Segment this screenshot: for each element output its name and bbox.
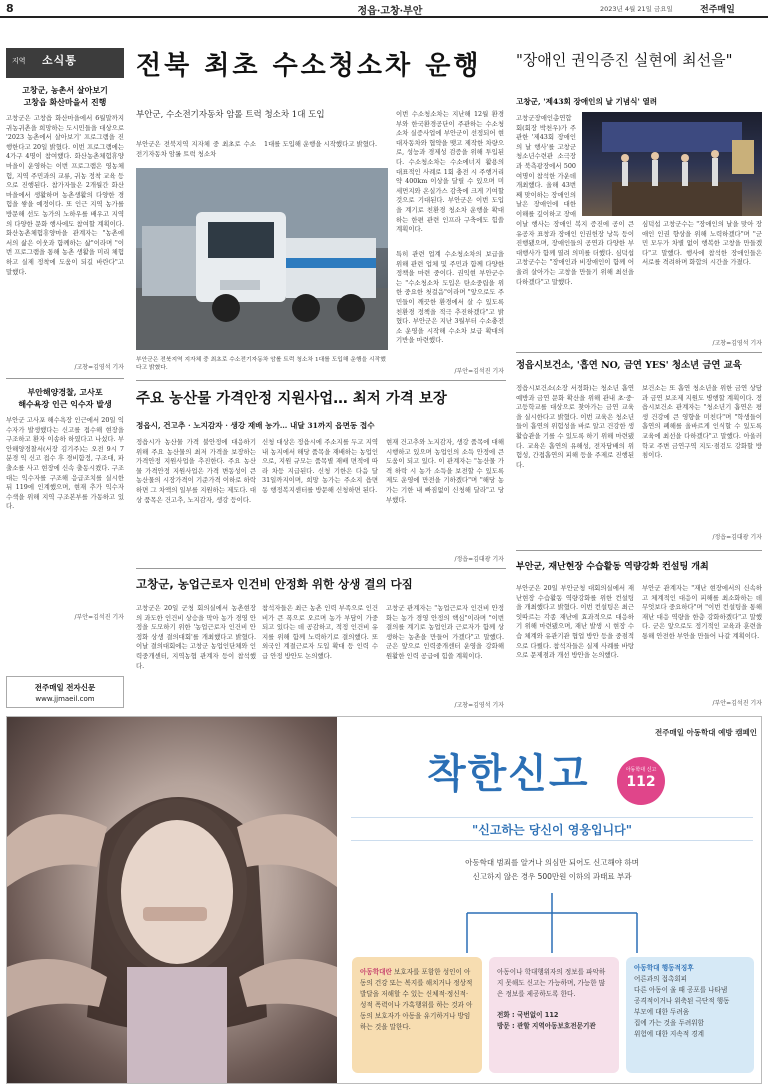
- ad-slogan: "신고하는 당신이 영웅입니다": [351, 817, 753, 841]
- web-box[interactable]: [6, 676, 124, 708]
- right-bottom-body-col-1: 부안군은 20일 부안군청 대회의실에서 재난현장 수습활동 역량강화를 위한 컨설팅을 개최했다고 밝혔다. 이번 컨설팅은 최근 잇따르는 각종 재난에 효과적으로 대응하기 위해 마련됐으며, 재난 발생 시 현장 수습 체계와 유관기관 협업 방안 등을 중점적으로 다뤘다. 참석자들은 실제 사례를 바탕으로 문제점과 개선 방안을 논의했다.: [516, 584, 634, 660]
- ad-badge-label: 아동학대 신고: [625, 767, 657, 773]
- middle-subhead: 정읍시, 건고추 · 노지감자 · 생강 재배 농가… 내달 31까지 읍면동 접수: [136, 421, 375, 430]
- card2-phone: 전화 : 국번없이 112: [497, 1011, 559, 1019]
- divider: [516, 550, 762, 551]
- brief-2-headline-2: 해수욕장 인근 익수자 발생: [18, 399, 112, 409]
- ad-card-signs: [626, 957, 754, 1073]
- paper-name: 전주매일: [700, 5, 735, 15]
- right-top-byline: /고창=김영석 기자: [712, 340, 762, 347]
- middle-byline: /정읍=김대광 기자: [454, 556, 504, 563]
- page-number: 8: [6, 2, 14, 15]
- right-top-body-col-2: 이날 행사는 장애인 복지 증진에 공이 큰 유공자 표창과 장애인 인권헌장 낭독 등이 진행됐으며, 장애인들의 공연과 다양한 부대행사가 함께 열려 의미를 더했다. 심덕섭 고창군수는 "장애인과 비장애인이 함께 어울려 살아가는 고창을 만들기 위해 최선을 다하겠다"고 말했다.: [516, 220, 634, 286]
- brief-news-2: [6, 386, 124, 668]
- section-title: 정읍·고창·부안: [357, 6, 423, 17]
- right-bottom-body-col-2: 부안군 관계자는 "재난 현장에서의 신속하고 체계적인 대응이 피해를 최소화하는 데 무엇보다 중요하다"며 "이번 컨설팅을 통해 재난 대응 역량을 한층 강화하겠다"고 말했다. 군은 앞으로도 정기적인 교육과 훈련을 통해 안전한 부안을 만들어 나갈 계획이다.: [642, 584, 762, 640]
- card3-title: 아동학대 행동적징후: [634, 964, 694, 972]
- ad-badge-number: 112: [626, 774, 656, 790]
- lead-byline: /부안=김석진 기자: [454, 368, 504, 375]
- ad-card-report: [489, 957, 619, 1073]
- card3-item: 어른과의 접촉회피: [634, 975, 688, 983]
- connector-illustration: [447, 893, 657, 953]
- brief-title: 소식통: [42, 54, 77, 67]
- girl-illustration: [7, 717, 337, 1083]
- lead-headline: 전북 최초 수소청소차 운행: [136, 51, 482, 81]
- ad-card-definition: [352, 957, 482, 1073]
- ad-desc-1: 아동학대 범죄를 알거나 의심만 되어도 신고해야 하며: [465, 858, 639, 867]
- card3-item: 집에 가는 것을 두려워함: [634, 1019, 704, 1027]
- lower-body-col-2: 참석자들은 최근 농촌 인력 부족으로 인건비가 큰 폭으로 오르며 농가 부담이 가중되고 있다는 데 공감하고, 적정 인건비 유지를 위해 함께 노력하기로 결의했다. 또 외국인 계절근로자 도입 확대 등 인력 수급 안정 방안도 논의했다.: [262, 604, 378, 660]
- middle-body-col-3: 현재 건고추와 노지감자, 생강 품목에 대해 시행하고 있으며 농업인의 소득 안정에 큰 도움이 되고 있다. 이 관계자는 "농산물 가격 하락 시 농가 소득을 보전할 수 있도록 제도 운영에 만전을 기하겠다"며 "해당 농가는 기한 내 빠짐없이 신청해 달라"고 당부했다.: [386, 438, 504, 504]
- lead-lede-2: 1대를 도입해 운행을 시작했다고 밝혔다.: [264, 140, 377, 148]
- right-bottom-byline: /부안=김석진 기자: [712, 700, 762, 707]
- brief-tag: 지역: [12, 57, 26, 65]
- brief-1-headline-2: 고창읍 화산마을서 진행: [23, 97, 107, 107]
- brief-2-body: 부안군 고사포 해수욕장 인근에서 20일 익수자가 발생했다는 신고를 접수해 현장을 구조하고 환자 이송하 하였다고 나섰다. 부안해양경찰서(서장 김기주)는 오전 9시 7분경 익 신고 접수 후 경비함정, 구조대, 파출소를 사고 현장에 신속 출동시켰다. 구조대는 익수자를 구조해 응급조치를 실시한 뒤 119에 인계했으며, 현재 추가 익수자 수색을 위해 지역 구조본부를 가동하고 있다.: [6, 416, 124, 511]
- right-mid-byline: /정읍=김대광 기자: [712, 534, 762, 541]
- web-box-title: 전주매일 전자신문: [34, 683, 96, 692]
- lower-body-col-1: 고창군은 20일 군청 회의실에서 농촌현장의 과도한 인건비 상승을 막아 농가 경영 안정을 도모하기 위한 '농업근로자 인건비 안정화 상생 결의대회'를 개최했다고 밝혔다. 이날 결의대회에는 고창군 농업인단체와 인력중개센터, 지역농협 관계자 등이 참석했다.: [136, 604, 256, 670]
- middle-body-col-1: 정읍시가 농산물 가격 불안정에 대응하기 위해 주요 농산물의 최저 가격을 보장하는 가격안정 지원사업을 추진한다. 주요 농산물 가격안정 지원사업은 가격 변동성이 큰 농산물의 시장가격이 기준가격 이하로 하락하면 그 차액의 일부를 지원하는 제도다. 대상 품목은 건고추, 노지감자, 생강 등이다.: [136, 438, 256, 504]
- web-box-url[interactable]: www.jjmaeil.com: [35, 695, 95, 703]
- issue-date: 2023년 4월 21일 금요일: [600, 5, 673, 13]
- ad-112-badge: [617, 757, 665, 805]
- right-top-subhead: 고창군, '제43회 장애인의 날 기념식' 열려: [516, 97, 658, 106]
- brief-1-byline: /고창=김영석 기자: [74, 364, 124, 371]
- card3-item: 부모에 대한 두려움: [634, 1008, 690, 1016]
- card1-body: 보호자를 포함한 성인이 아동의 건강 또는 복지를 해치거나 정상적 발달을 저해할 수 있는 신체적·정신적·성적 폭력이나 가혹행위를 하는 것과 아동의 보호자가 아동을 유기하거나 방임하는 것을 말한다.: [360, 968, 473, 1031]
- ad-desc-2: 신고하지 않은 경우 500만원 이하의 과태료 부과: [472, 872, 632, 881]
- disability-day-photo: [582, 112, 762, 216]
- right-top-headline: "장애인 권익증진 실현에 최선을": [516, 51, 733, 69]
- ad-girl-image: [7, 717, 337, 1083]
- lead-body-col-1: 이번 수소청소차는 지난해 12월 환경부와 한국환경공단이 주관하는 수소청소차 실증사업에 부안군이 선정되어 현대자동차와 협약을 맺고 제작한 차량으로, 성능과 경제성 검증을 위해 투입된다. 수소청소차는 수소에너지 활용의 대표적인 사례로 1회 충전 시 주행거리 약 400km 이상을 달릴 수 있으며 미세먼지와 온실가스 감축에 크게 기여할 것으로 기대된다. 부안군은 이번 도입을 계기로 친환경 청소차 운행을 확대하는 한편 관련 인프라 구축에도 힘쓸 계획이다.: [396, 110, 504, 234]
- divider: [6, 378, 124, 379]
- divider: [516, 352, 762, 353]
- lead-lede-1: 부안군은 전북지역 지자체 중 최초로 수소전기자동차 암롤 트럭 청소차: [136, 140, 256, 158]
- card1-title: 아동학대란: [360, 968, 392, 976]
- lead-photo-caption: 부안군은 전북지역 지자체 중 최초로 수소전기자동차 암롤 트럭 청소차 1대를 도입해 운행을 시작했다고 밝혔다.: [136, 357, 386, 371]
- lower-headline: 고창군, 농업근로자 인건비 안정화 위한 상생 결의 다짐: [136, 577, 413, 591]
- ceremony-illustration: [582, 112, 762, 216]
- card2-visit: 방문 : 관할 지역아동보호전문기관: [497, 1022, 596, 1030]
- truck-illustration: [136, 168, 388, 350]
- brief-title-box: [6, 48, 124, 78]
- lead-subhead: 부안군, 수소전기자동차 암롤 트럭 청소차 1대 도입: [136, 110, 325, 120]
- divider: [136, 380, 506, 381]
- right-top-body-col-1: 고창군장애인총연합회(회장 박천우)가 주관한 '제43회 장애인의 날 행사'를 고창군 청소년수련관 소극장과 북측광장에서 500여명이 참석한 가운데 개최했다. 올해 43번째 맞이하는 장애인의 날은 장애인에 대한 이해를 깊이하고 장애: [516, 114, 576, 218]
- brief-2-byline: /부안=김석진 기자: [74, 614, 124, 621]
- ad-title: 착한신고: [427, 751, 590, 797]
- card3-item: 공격적이거나 위축된 극단적 행동: [634, 997, 730, 1005]
- middle-headline: 주요 농산물 가격안정 지원사업… 최저 가격 보장: [136, 391, 447, 407]
- ad-campaign: 전주매일 아동학대 예방 캠페인: [654, 728, 757, 737]
- hydrogen-truck-photo: [136, 168, 388, 350]
- card3-item: 다른 아동이 울 때 공포를 나타냄: [634, 986, 728, 994]
- card3-item: 위험에 대한 지속적 경계: [634, 1030, 704, 1038]
- right-mid-headline: 정읍시보건소, '흡연 NO, 금연 YES' 청소년 금연 교육: [516, 360, 742, 371]
- brief-2-headline-1: 부안해양경찰, 고사포: [27, 387, 103, 397]
- right-top-body-col-3: 심덕섭 고창군수는 "장애인의 날을 맞아 장애인 인권 향상을 위해 노력하겠다"며 "군민 모두가 차별 없이 행복한 고창을 만들겠다"고 말했다. 행사에 참석한 장애인들은 서로를 격려하며 화합의 시간을 가졌다.: [642, 220, 762, 267]
- lower-body-col-3: 고창군 관계자는 "농업근로자 인건비 안정화는 농가 경영 안정의 핵심"이라며 "이번 결의를 계기로 농업인과 근로자가 함께 상생하는 농촌을 만들어 가겠다"고 말했다. 군은 앞으로 인력중개센터 운영을 강화해 원활한 인력 공급에 힘쓸 계획이다.: [386, 604, 504, 660]
- lead-body-col-2: 특히 관련 업계 수소청소차의 보급을 위해 관련 업체 및 주민과 함께 다양한 정책을 마련 중이다. 권익현 부안군수는 "수소청소차 도입은 탄소중립을 위한 중요한 첫걸음"이라며 "앞으로도 주민들이 깨끗한 환경에서 살 수 있도록 친환경 정책을 적극 추진하겠다"고 밝혔다. 부안군은 지난 3월부터 수소충전소 운영을 시작해 수소차 보급 확대의 기반을 마련했다.: [396, 250, 504, 345]
- ad-connector-lines: [447, 893, 657, 953]
- right-mid-body-col-1: 정읍시보건소(소장 서정화)는 청소년 흡연 예방과 금연 문화 확산을 위해 관내 초·중·고등학교를 대상으로 찾아가는 금연 교육을 실시한다고 밝혔다. 이번 교육은 청소년들이 흡연의 위험성을 바로 알고 건강한 생활습관을 기를 수 있도록 하기 위해 마련됐다. 교육은 흡연의 유해성, 전자담배의 위험성, 간접흡연의 피해 등을 주제로 진행된다.: [516, 384, 634, 469]
- page-header: [0, 0, 768, 18]
- child-abuse-campaign-ad: [6, 716, 762, 1084]
- brief-1-headline-1: 고창군, 농촌서 살아보기: [22, 85, 108, 95]
- brief-1-body: 고창군은 고창읍 화산마을에서 6월말까지 귀농귀촌을 희망하는 도시민들을 대상으로 '2023 농촌에서 살아보기' 프로그램을 진행한다고 20일 밝혔다. 이번 프로그램에는 4가구 4명이 참여했다. 화산농촌체험휴양마을이 운영하는 이번 프로그램은 영농체험, 지역 주민과의 교류, 귀농 정착 교육 등으로 진행된다. 참가자들은 2개월간 화산마을에서 생활하며 농촌생활의 다양한 경험을 쌓을 예정이다. 또 인근 지역 농가를 방문해 선도 농가의 노하우를 배우고 지역의 다양한 문화 행사에도 참여할 계획이다. 화산농촌체험휴양마을 관계자는 "농촌에서의 삶은 이웃과 함께하는 삶"이라며 "이번 프로그램을 통해 농촌 생활을 미리 체험하고 실제 정착에 도움이 되길 바란다"고 말했다.: [6, 114, 124, 276]
- lower-byline: /고창=김영석 기자: [454, 702, 504, 709]
- middle-body-col-2: 신청 대상은 정읍시에 주소지를 두고 지역 내 농지에서 해당 품목을 재배하는 농업인으로, 지원 규모는 품목별 재배 면적에 따라 차등 지급된다. 신청 기한은 다음 달 31일까지이며, 희망 농가는 주소지 읍면동 행정복지센터를 방문해 신청하면 된다.: [262, 438, 378, 494]
- card2-body: 아동이나 학대행위자의 정보를 파악하지 못해도 신고는 가능하며, 가능한 많은 정보를 제공하도록 한다.: [497, 968, 606, 998]
- divider: [136, 568, 506, 569]
- brief-news-1: [6, 84, 124, 374]
- right-mid-body-col-2: 보건소는 또 흡연 청소년을 위한 금연 상담과 금연 보조제 지원도 병행할 계획이다. 정읍시보건소 관계자는 "청소년기 흡연은 평생 건강에 큰 영향을 미친다"며 "학생들이 흡연의 폐해를 올바르게 인식할 수 있도록 교육에 최선을 다하겠다"고 말했다. 아울러 학교 주변 금연구역 지도·점검도 강화할 방침이다.: [642, 384, 762, 460]
- right-bottom-headline: 부안군, 재난현장 수습활동 역량강화 컨설팅 개최: [516, 562, 709, 572]
